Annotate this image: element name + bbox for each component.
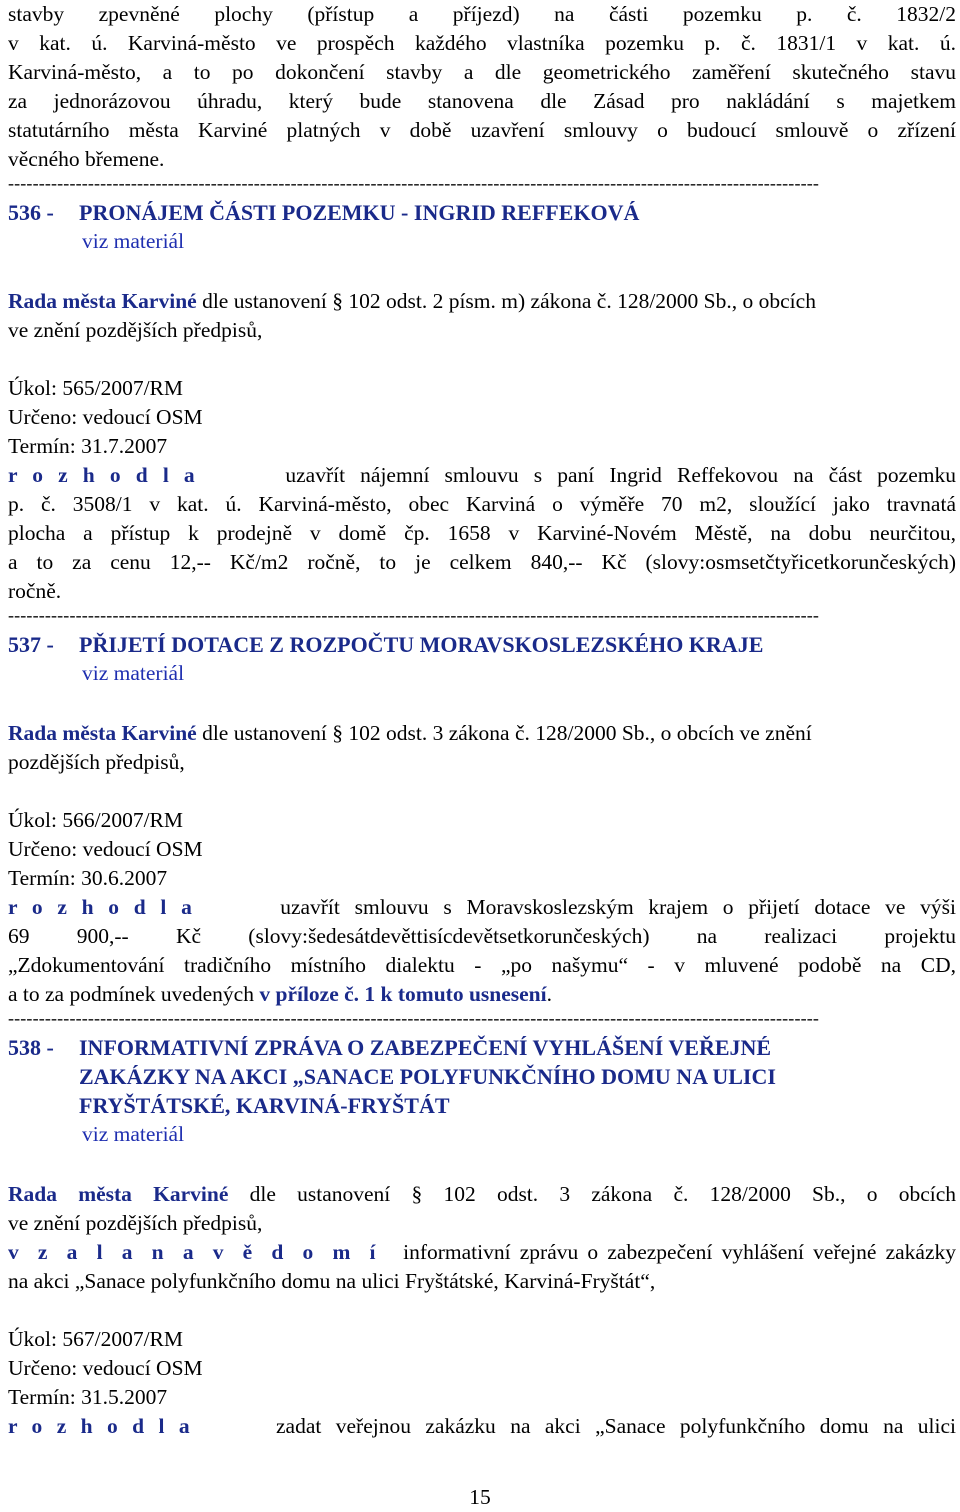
decision-verb: r o z h o d l a — [8, 895, 192, 919]
item-number: 537 - — [8, 632, 54, 657]
viz-material-link[interactable]: viz materiál — [82, 229, 185, 253]
item-title: PŘIJETÍ DOTACE Z ROZPOČTU MORAVSKOSLEZSKÉHO KRAJE — [79, 632, 764, 657]
decision-text — [8, 461, 956, 577]
decision-text-part: a to za podmínek uvedených — [8, 982, 260, 1006]
item-title-line: FRYŠTÁTSKÉ, KARVINÁ-FRYŠTÁT — [79, 1093, 450, 1118]
assigned-to: Určeno: vedoucí OSM — [8, 405, 203, 429]
basis-text: dle ustanovení § 102 odst. 3 zákona č. 128/2000 Sb., o obcích — [228, 1182, 957, 1206]
intro-line: za jednorázovou úhradu, který bude stanovena dle Zásad pro nakládání s majetkem — [8, 89, 956, 113]
basis-text-cont: ve znění pozdějších předpisů, — [8, 318, 263, 342]
separator: ------------------------------------------------------------------------------------------------------------------------------------ — [8, 174, 820, 193]
note-line: informativní zprávu o zabezpečení vyhlášení veřejné zakázky — [403, 1240, 957, 1264]
item-537-heading — [8, 630, 956, 659]
attachment-reference: v příloze č. 1 k tomuto usnesení — [259, 982, 547, 1006]
item-title: PRONÁJEM ČÁSTI POZEMKU - INGRID REFFEKOVÁ — [79, 200, 640, 225]
task-id: Úkol: 565/2007/RM — [8, 376, 184, 400]
decision-line: 69 900,-- Kč (slovy:šedesátdevěttisícdevětsetkorunčeských) na realizaci projektu — [8, 924, 956, 948]
note-verb: v z a l a n a v ě d o m í — [8, 1240, 376, 1264]
decision-line: a to za cenu 12,-- Kč/m2 ročně, to je celkem 840,-- Kč (slovy:osmsetčtyřicetkorunčeských) — [8, 550, 956, 574]
item-538-heading — [8, 1033, 956, 1120]
decision-line: uzavřít nájemní smlouvu s paní Ingrid Reffekovou na část pozemku — [285, 463, 956, 487]
decision-text — [8, 1412, 956, 1441]
viz-material-link[interactable]: viz materiál — [82, 661, 185, 685]
intro-paragraph — [8, 0, 956, 145]
council-basis — [8, 719, 956, 748]
basis-text-cont: ve znění pozdějších předpisů, — [8, 1211, 263, 1235]
intro-line: Karviná-město, a to po dokončení stavby a dle geometrického zaměření skutečného stavu — [8, 60, 956, 84]
intro-line: stavby zpevněné plochy (přístup a příjezd) na části pozemku p. č. 1832/2 — [8, 2, 956, 26]
item-number: 536 - — [8, 200, 54, 225]
basis-text: dle ustanovení § 102 odst. 3 zákona č. 128/2000 Sb., o obcích ve znění — [196, 721, 812, 745]
decision-line: „Zdokumentování tradičního místního dialektu - „po našymu“ - v mluvené podobě na CD, — [8, 953, 956, 977]
decision-text-part: . — [546, 982, 552, 1006]
council-basis — [8, 1180, 956, 1209]
item-title — [79, 1033, 956, 1120]
note-text — [8, 1238, 956, 1267]
separator: ------------------------------------------------------------------------------------------------------------------------------------ — [8, 606, 820, 625]
assigned-to: Určeno: vedoucí OSM — [8, 1356, 203, 1380]
page-number: 15 — [469, 1485, 491, 1509]
decision-line: ročně. — [8, 579, 62, 603]
decision-line: plocha a přístup k prodejně v domě čp. 1658 v Karviné-Novém Městě, na dobu neurčitou, — [8, 521, 956, 545]
deadline: Termín: 31.5.2007 — [8, 1385, 168, 1409]
document-page — [8, 0, 956, 1441]
council-basis — [8, 287, 956, 316]
decision-line: uzavřít smlouvu s Moravskoslezským krajem o přijetí dotace ve výši — [280, 895, 956, 919]
decision-verb: r o z h o d l a — [8, 1414, 190, 1438]
basis-text-cont: pozdějších předpisů, — [8, 750, 185, 774]
item-title-line: INFORMATIVNÍ ZPRÁVA O ZABEZPEČENÍ VYHLÁŠENÍ VEŘEJNÉ — [79, 1035, 772, 1060]
decision-line: p. č. 3508/1 v kat. ú. Karviná-město, obec Karviná o výměře 70 m2, sloužící jako travnatá — [8, 492, 956, 516]
council-name: Rada města Karviné — [8, 1182, 229, 1206]
intro-line: věcného břemene. — [8, 147, 165, 171]
item-title-line: ZAKÁZKY NA AKCI „SANACE POLYFUNKČNÍHO DOMU NA ULICI — [79, 1064, 776, 1089]
viz-material-link[interactable]: viz materiál — [82, 1122, 185, 1146]
item-536-heading — [8, 198, 956, 227]
intro-line: v kat. ú. Karviná-město ve prospěch každého vlastníka pozemku p. č. 1831/1 v kat. ú. — [8, 31, 956, 55]
council-name: Rada města Karviné — [8, 721, 197, 745]
decision-verb: r o z h o d l a — [8, 463, 195, 487]
item-number: 538 - — [8, 1035, 54, 1060]
decision-line: zadat veřejnou zakázku na akci „Sanace polyfunkčního domu na ulici — [276, 1414, 956, 1438]
decision-text — [8, 893, 956, 980]
decision-line — [8, 980, 956, 1009]
basis-text: dle ustanovení § 102 odst. 2 písm. m) zákona č. 128/2000 Sb., o obcích — [196, 289, 816, 313]
council-name: Rada města Karviné — [8, 289, 197, 313]
note-line: na akci „Sanace polyfunkčního domu na ulici Fryštátské, Karviná-Fryštát“, — [8, 1269, 656, 1293]
task-id: Úkol: 567/2007/RM — [8, 1327, 184, 1351]
task-id: Úkol: 566/2007/RM — [8, 808, 184, 832]
deadline: Termín: 30.6.2007 — [8, 866, 168, 890]
intro-line: statutárního města Karviné platných v době uzavření smlouvy o budoucí smlouvě o zřízení — [8, 118, 956, 142]
assigned-to: Určeno: vedoucí OSM — [8, 837, 203, 861]
separator: ------------------------------------------------------------------------------------------------------------------------------------ — [8, 1009, 820, 1028]
deadline: Termín: 31.7.2007 — [8, 434, 168, 458]
